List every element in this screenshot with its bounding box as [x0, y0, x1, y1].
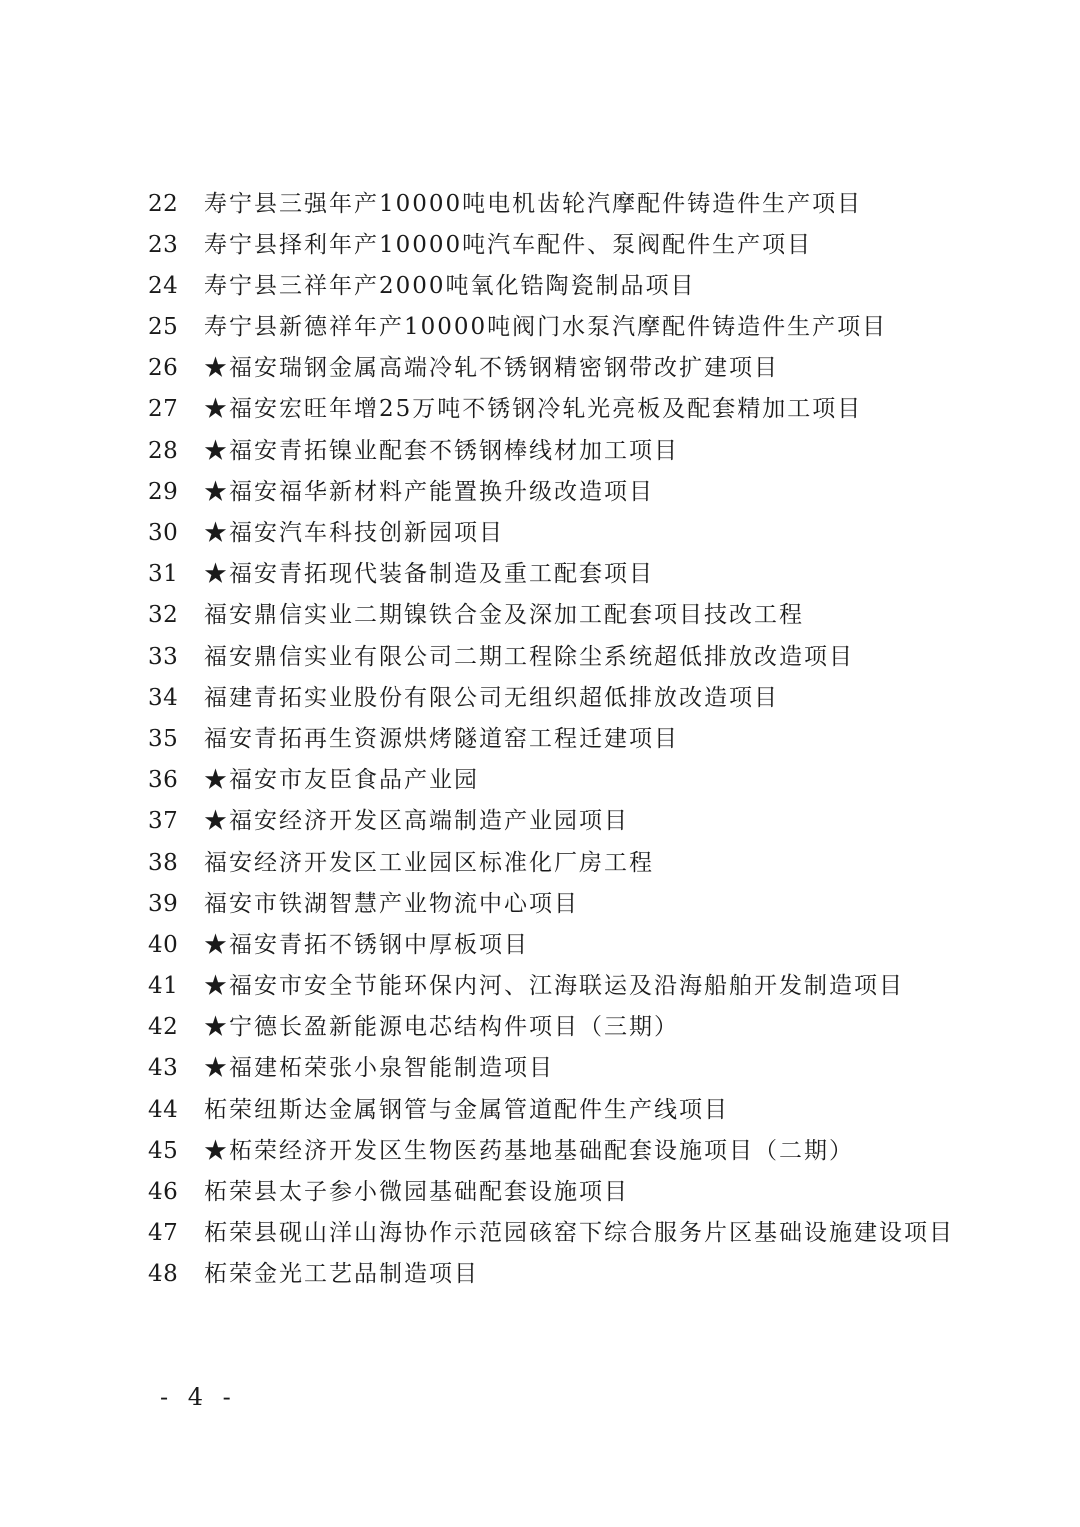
list-item	[148, 1130, 968, 1171]
item-number: 26	[148, 355, 179, 382]
item-number: 38	[148, 849, 179, 876]
list-item	[148, 554, 968, 595]
item-text: ★福安福华新材料产能置换升级改造项目	[204, 478, 654, 505]
list-item	[148, 471, 968, 512]
item-number: 30	[148, 520, 179, 546]
item-text: 柘荣纽斯达金属钢管与金属管道配件生产线项目	[204, 1096, 729, 1123]
item-number: 31	[148, 561, 179, 588]
item-text: ★福安宏旺年增25万吨不锈钢冷轧光亮板及配套精加工项目	[204, 396, 863, 423]
list-item	[148, 1172, 968, 1213]
list-item	[148, 1089, 968, 1130]
list-item	[148, 389, 968, 430]
item-number: 42	[148, 1014, 179, 1041]
item-number: 46	[148, 1179, 179, 1205]
list-item	[148, 718, 968, 759]
list-item	[148, 348, 968, 389]
item-number: 44	[148, 1096, 179, 1123]
item-number: 22	[148, 190, 179, 217]
item-number: 24	[148, 272, 179, 299]
item-number: 47	[148, 1220, 179, 1247]
item-number: 40	[148, 931, 179, 958]
item-text: 寿宁县新德祥年产10000吨阀门水泵汽摩配件铸造件生产项目	[204, 314, 888, 341]
item-text: ★福安经济开发区高端制造产业园项目	[204, 808, 629, 835]
item-number: 28	[148, 437, 179, 464]
item-text: 寿宁县三祥年产2000吨氧化锆陶瓷制品项目	[204, 272, 696, 299]
list-item	[148, 265, 968, 306]
item-text: ★宁德长盈新能源电芯结构件项目（三期）	[204, 1014, 679, 1041]
item-text: 福安市铁湖智慧产业物流中心项目	[204, 890, 579, 917]
item-number: 33	[148, 643, 179, 670]
list-item	[148, 1007, 968, 1048]
item-text: 福安青拓再生资源烘烤隧道窑工程迁建项目	[204, 725, 679, 752]
list-item	[148, 801, 968, 842]
list-item	[148, 307, 968, 348]
list-item	[148, 842, 968, 883]
page-number: - 4 -	[160, 1383, 237, 1411]
list-item	[148, 1254, 968, 1295]
item-number: 34	[148, 684, 179, 711]
list-item	[148, 760, 968, 801]
item-text: ★福安市安全节能环保内河、江海联运及沿海船舶开发制造项目	[204, 973, 904, 1000]
item-number: 27	[148, 396, 179, 423]
list-item	[148, 595, 968, 636]
item-text: ★福安市友臣食品产业园	[204, 767, 479, 794]
item-text: 福安经济开发区工业园区标准化厂房工程	[204, 849, 654, 876]
item-number: 41	[148, 973, 179, 1000]
item-number: 29	[148, 478, 179, 505]
list-item	[148, 966, 968, 1007]
item-text: 福安鼎信实业有限公司二期工程除尘系统超低排放改造项目	[204, 643, 854, 670]
item-text: ★福安青拓现代装备制造及重工配套项目	[204, 561, 654, 588]
item-text: 寿宁县三强年产10000吨电机齿轮汽摩配件铸造件生产项目	[204, 190, 863, 217]
item-text: ★福安瑞钢金属高端冷轧不锈钢精密钢带改扩建项目	[204, 355, 779, 382]
item-number: 23	[148, 231, 179, 258]
item-number: 39	[148, 890, 179, 917]
item-number: 45	[148, 1137, 179, 1164]
item-number: 25	[148, 314, 179, 341]
list-item	[148, 1213, 968, 1254]
item-text: ★福建柘荣张小泉智能制造项目	[204, 1055, 554, 1082]
item-number: 35	[148, 725, 179, 752]
list-item	[148, 924, 968, 965]
list-item	[148, 883, 968, 924]
list-item	[148, 513, 968, 554]
item-text: 柘荣金光工艺品制造项目	[204, 1261, 479, 1288]
project-list	[148, 183, 968, 1295]
item-text: ★柘荣经济开发区生物医药基地基础配套设施项目（二期）	[204, 1137, 854, 1164]
item-text: ★福安青拓镍业配套不锈钢棒线材加工项目	[204, 437, 679, 464]
item-text: 柘荣县太子参小微园基础配套设施项目	[204, 1179, 629, 1205]
item-text: ★福安青拓不锈钢中厚板项目	[204, 931, 529, 958]
list-item	[148, 430, 968, 471]
item-number: 36	[148, 767, 179, 794]
item-text: ★福安汽车科技创新园项目	[204, 520, 504, 546]
list-item	[148, 677, 968, 718]
item-number: 32	[148, 602, 179, 629]
item-number: 43	[148, 1055, 179, 1082]
list-item	[148, 636, 968, 677]
list-item	[148, 224, 968, 265]
item-text: 寿宁县择利年产10000吨汽车配件、泵阀配件生产项目	[204, 231, 813, 258]
list-item	[148, 1048, 968, 1089]
item-text: 福建青拓实业股份有限公司无组织超低排放改造项目	[204, 684, 779, 711]
item-text: 福安鼎信实业二期镍铁合金及深加工配套项目技改工程	[204, 602, 804, 629]
item-text: 柘荣县砚山洋山海协作示范园硋窑下综合服务片区基础设施建设项目	[204, 1220, 954, 1247]
item-number: 48	[148, 1261, 179, 1288]
list-item	[148, 183, 968, 224]
item-number: 37	[148, 808, 179, 835]
